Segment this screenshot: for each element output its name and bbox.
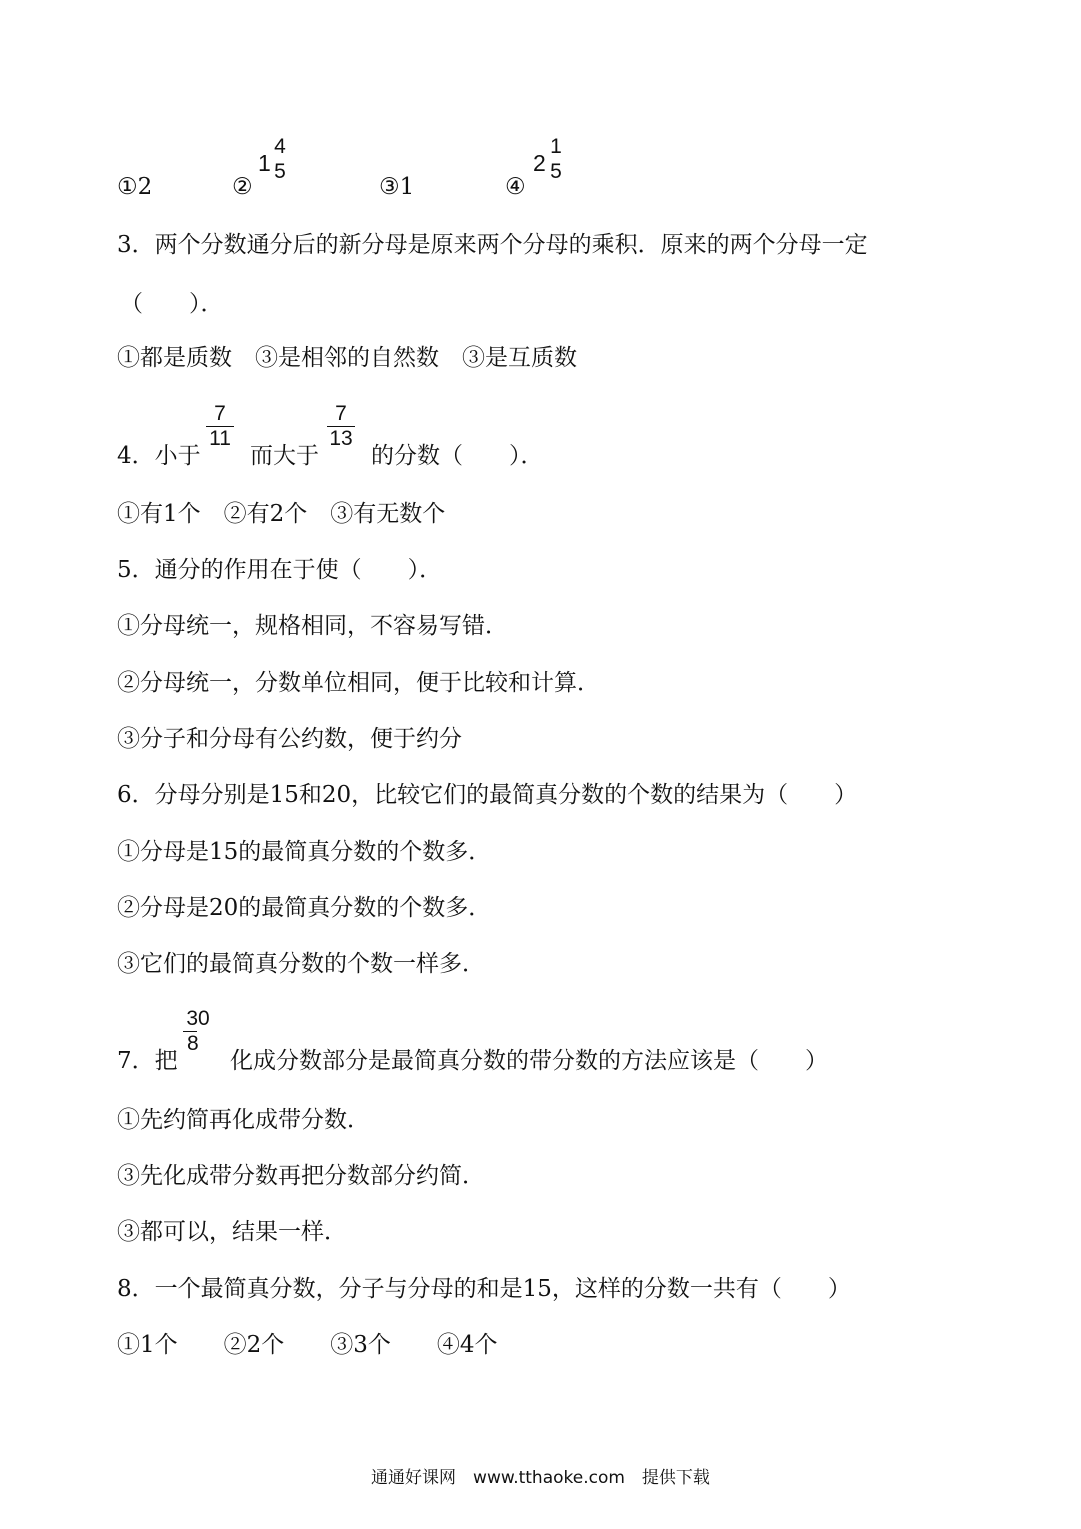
q4-middle: 而大于: [250, 443, 319, 469]
q4-prefix: 4．小于: [117, 443, 201, 469]
fraction-numerator: 7: [214, 402, 226, 425]
q4-fraction-1: [206, 403, 234, 450]
q2-option-1: ①2: [117, 174, 153, 200]
fraction-denominator: 5: [274, 160, 286, 183]
q2-option-2-fraction: [272, 136, 288, 183]
q7-suffix: 化成分数部分是最简真分数的带分数的方法应该是（ ）: [230, 1048, 828, 1074]
q7-fraction: [183, 1008, 213, 1055]
q3-blank: （ ）．: [120, 291, 224, 317]
q5-option-2: ②分母统一，分数单位相同，便于比较和计算．: [117, 670, 600, 696]
fraction-denominator: 11: [209, 427, 231, 450]
q7-option-1: ①先约简再化成带分数．: [117, 1107, 370, 1133]
q6-stem: 6．分母分别是15和20，比较它们的最简真分数的个数的结果为（ ）: [117, 782, 858, 808]
fraction-numerator: 30: [186, 1007, 210, 1030]
fraction-numerator: 7: [335, 402, 347, 425]
q7-option-2: ③先化成带分数再把分数部分约简．: [117, 1163, 485, 1189]
fraction-denominator: 8: [187, 1032, 199, 1055]
page-footer: 通通好课网 www.tthaoke.com 提供下载: [371, 1468, 710, 1488]
q3-stem: 3．两个分数通分后的新分母是原来两个分母的乘积．原来的两个分母一定: [117, 232, 868, 258]
q5-option-3: ③分子和分母有公约数，便于约分: [117, 726, 462, 752]
fraction-denominator: 13: [329, 427, 353, 450]
q4-options: ①有1个 ②有2个 ③有无数个: [117, 501, 446, 527]
fraction-denominator: 5: [550, 160, 562, 183]
q7-option-3: ③都可以，结果一样．: [117, 1219, 347, 1245]
q5-option-1: ①分母统一，规格相同，不容易写错．: [117, 613, 508, 639]
q5-stem: 5．通分的作用在于使（ ）．: [117, 557, 443, 583]
q7-prefix: 7．把: [117, 1048, 178, 1074]
q6-option-3: ③它们的最简真分数的个数一样多．: [117, 951, 485, 977]
q2-option-4-whole: 2: [533, 150, 546, 176]
q8-options: ①1个 ②2个 ③3个 ④4个: [117, 1332, 498, 1358]
q2-option-2-whole: 1: [258, 150, 271, 176]
q8-stem: 8．一个最简真分数，分子与分母的和是15，这样的分数一共有（ ）: [117, 1276, 851, 1302]
fraction-numerator: 1: [550, 135, 562, 158]
fraction-numerator: 4: [274, 135, 286, 158]
q4-suffix: 的分数（ ）．: [371, 443, 544, 469]
q2-option-2-label: ②: [232, 174, 253, 200]
q2-option-4-label: ④: [505, 174, 526, 200]
q3-options: ①都是质数 ③是相邻的自然数 ③是互质数: [117, 345, 577, 371]
q2-option-4-fraction: [548, 136, 564, 183]
q6-option-1: ①分母是15的最简真分数的个数多．: [117, 839, 492, 865]
q2-option-3: ③1: [379, 174, 415, 200]
q4-fraction-2: [327, 403, 355, 450]
q6-option-2: ②分母是20的最简真分数的个数多．: [117, 895, 492, 921]
